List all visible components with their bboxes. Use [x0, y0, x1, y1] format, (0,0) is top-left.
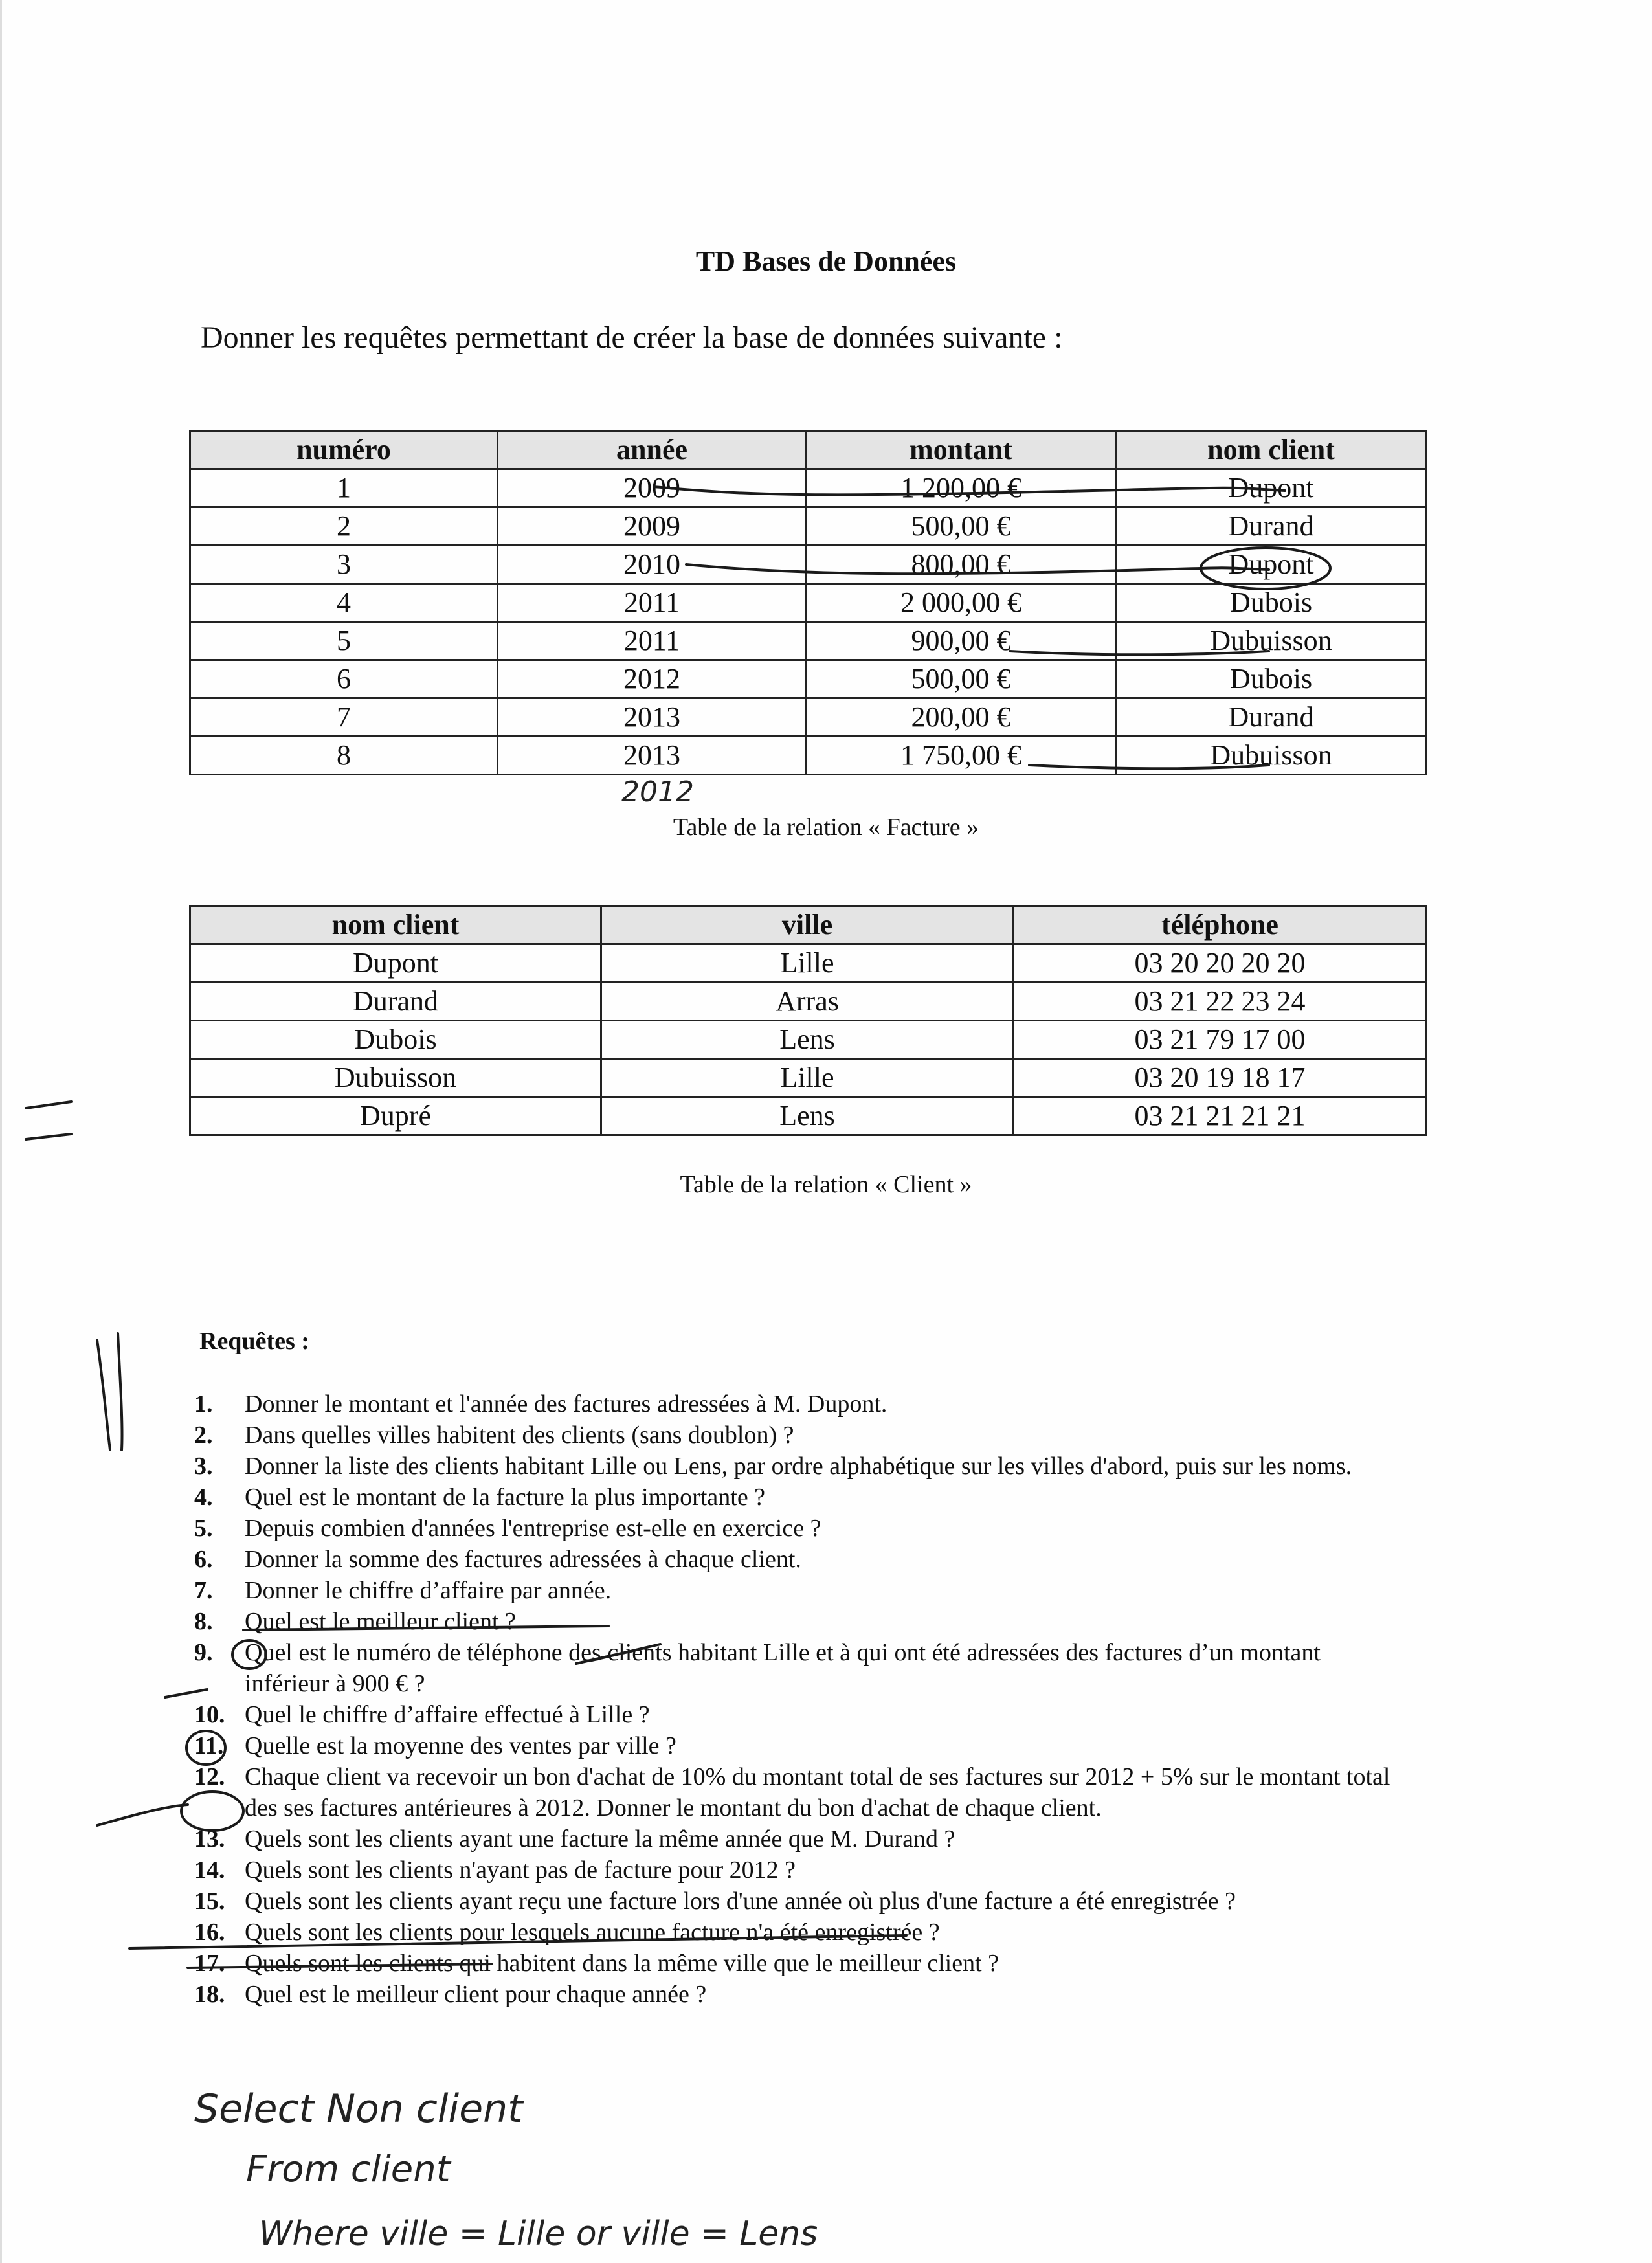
cell: Dubuisson — [1116, 737, 1427, 775]
question-number: 6. — [194, 1546, 213, 1573]
question-text: Depuis combien d'années l'entreprise est-elle en exercice ? — [245, 1515, 821, 1542]
cell: Dupont — [1116, 546, 1427, 584]
facture-header-row — [190, 431, 1427, 469]
question-text: Quels sont les clients qui habitent dans la même ville que le meilleur client ? — [245, 1950, 999, 1977]
list-item — [194, 1544, 1411, 1575]
list-item — [194, 1948, 1411, 1979]
table-row — [190, 944, 1427, 983]
cell: 7 — [190, 698, 498, 737]
cell: 500,00 € — [807, 660, 1116, 698]
table-row — [190, 584, 1427, 622]
list-item — [194, 1388, 1411, 1420]
client-header-ville: ville — [601, 906, 1014, 944]
list-item — [194, 1979, 1411, 2010]
list-item — [194, 1451, 1411, 1482]
table-row — [190, 660, 1427, 698]
cell: Arras — [601, 983, 1014, 1021]
table-row — [190, 546, 1427, 584]
cell: 1 — [190, 469, 498, 507]
question-number: 4. — [194, 1484, 213, 1511]
question-text: Quel est le montant de la facture la plus importante ? — [245, 1484, 766, 1511]
cell: Dubuisson — [190, 1059, 601, 1097]
question-number: 8. — [194, 1608, 213, 1635]
question-number: 15. — [194, 1888, 225, 1915]
cell: 4 — [190, 584, 498, 622]
handwritten-sql-from: From client — [246, 2148, 451, 2191]
question-text: Quels sont les clients ayant une facture la même année que M. Durand ? — [245, 1825, 955, 1853]
facture-header-nom-client: nom client — [1116, 431, 1427, 469]
client-header-telephone: téléphone — [1014, 906, 1427, 944]
question-text: Donner la somme des factures adressées à chaque client. — [245, 1546, 801, 1573]
question-text: Donner le montant et l'année des factures adressées à M. Dupont. — [245, 1390, 887, 1418]
table-row — [190, 1021, 1427, 1059]
list-item — [194, 1482, 1411, 1513]
list-item — [194, 1513, 1411, 1544]
list-item — [194, 1575, 1411, 1606]
cell: 2012 — [498, 660, 807, 698]
question-number: 1. — [194, 1390, 213, 1418]
requetes-heading: Requêtes : — [199, 1328, 309, 1355]
question-text: Quel le chiffre d’affaire effectué à Lille ? — [245, 1701, 650, 1728]
list-item — [194, 1637, 1411, 1699]
question-number: 2. — [194, 1421, 213, 1449]
question-text: Quel est le numéro de téléphone des clients habitant Lille et à qui ont été adressées des factures d’un montant inférieur à 900 € ? — [245, 1639, 1321, 1697]
question-number: 7. — [194, 1577, 213, 1604]
question-text: Quelle est la moyenne des ventes par ville ? — [245, 1732, 676, 1759]
handwritten-sql-where: Where ville = Lille or ville = Lens — [259, 2214, 818, 2253]
list-item — [194, 1420, 1411, 1451]
cell: 800,00 € — [807, 546, 1116, 584]
cell: Dupont — [1116, 469, 1427, 507]
cell: 2011 — [498, 584, 807, 622]
cell: 03 20 19 18 17 — [1014, 1059, 1427, 1097]
cell: 1 200,00 € — [807, 469, 1116, 507]
facture-caption: Table de la relation « Facture » — [673, 814, 979, 841]
list-item — [194, 1730, 1411, 1761]
question-number: 17. — [194, 1950, 225, 1977]
question-number: 12. — [194, 1763, 225, 1790]
client-header-row — [190, 906, 1427, 944]
facture-table — [189, 430, 1427, 775]
question-number: 16. — [194, 1919, 225, 1946]
facture-header-numero: numéro — [190, 431, 498, 469]
cell: Lille — [601, 1059, 1014, 1097]
client-caption: Table de la relation « Client » — [680, 1171, 972, 1198]
list-item — [194, 1606, 1411, 1637]
cell: 2 000,00 € — [807, 584, 1116, 622]
cell: 2009 — [498, 469, 807, 507]
table-row — [190, 737, 1427, 775]
table-row — [190, 698, 1427, 737]
cell: Dupont — [190, 944, 601, 983]
question-number: 14. — [194, 1856, 225, 1884]
table-row — [190, 1097, 1427, 1135]
cell: 3 — [190, 546, 498, 584]
question-number: 9. — [194, 1639, 213, 1666]
question-text: Quel est le meilleur client pour chaque année ? — [245, 1981, 707, 2008]
cell: 03 20 20 20 20 — [1014, 944, 1427, 983]
question-number: 10. — [194, 1701, 225, 1728]
cell: 03 21 22 23 24 — [1014, 983, 1427, 1021]
cell: 200,00 € — [807, 698, 1116, 737]
cell: 900,00 € — [807, 622, 1116, 660]
question-text: Quels sont les clients ayant reçu une facture lors d'une année où plus d'une facture a été enregistrée ? — [245, 1888, 1236, 1915]
facture-header-annee: année — [498, 431, 807, 469]
cell: 500,00 € — [807, 507, 1116, 546]
cell: 8 — [190, 737, 498, 775]
list-item — [194, 1761, 1411, 1823]
question-text: Dans quelles villes habitent des clients (sans doublon) ? — [245, 1421, 794, 1449]
cell: 03 21 79 17 00 — [1014, 1021, 1427, 1059]
table-row — [190, 983, 1427, 1021]
handwritten-2012: 2012 — [621, 775, 694, 808]
cell: 2013 — [498, 698, 807, 737]
cell: 2013 — [498, 737, 807, 775]
list-item — [194, 1886, 1411, 1917]
cell: 2010 — [498, 546, 807, 584]
question-number: 5. — [194, 1515, 213, 1542]
question-number: 18. — [194, 1981, 225, 2008]
page-title: TD Bases de Données — [695, 245, 957, 277]
cell: Dupré — [190, 1097, 601, 1135]
facture-header-montant: montant — [807, 431, 1116, 469]
cell: Dubois — [1116, 584, 1427, 622]
list-item — [194, 1917, 1411, 1948]
question-text: Quels sont les clients n'ayant pas de facture pour 2012 ? — [245, 1856, 796, 1884]
question-list — [194, 1388, 1411, 2010]
cell: 03 21 21 21 21 — [1014, 1097, 1427, 1135]
list-item — [194, 1855, 1411, 1886]
table-row — [190, 622, 1427, 660]
cell: Lille — [601, 944, 1014, 983]
client-header-nom-client: nom client — [190, 906, 601, 944]
handwritten-sql-select: Select Non client — [194, 2086, 523, 2132]
question-number: 11. — [194, 1732, 224, 1759]
cell: Lens — [601, 1021, 1014, 1059]
list-item — [194, 1699, 1411, 1730]
cell: Durand — [1116, 698, 1427, 737]
question-text: Donner le chiffre d’affaire par année. — [245, 1577, 612, 1604]
cell: 2009 — [498, 507, 807, 546]
cell: 5 — [190, 622, 498, 660]
cell: Lens — [601, 1097, 1014, 1135]
intro-text: Donner les requêtes permettant de créer la base de données suivante : — [201, 320, 1063, 355]
table-row — [190, 507, 1427, 546]
cell: 6 — [190, 660, 498, 698]
cell: 1 750,00 € — [807, 737, 1116, 775]
question-number: 13. — [194, 1825, 225, 1853]
cell: 2 — [190, 507, 498, 546]
table-row — [190, 469, 1427, 507]
list-item — [194, 1823, 1411, 1855]
cell: Durand — [190, 983, 601, 1021]
question-text: Quel est le meilleur client ? — [245, 1608, 516, 1635]
question-text: Quels sont les clients pour lesquels aucune facture n'a été enregistrée ? — [245, 1919, 940, 1946]
cell: Dubois — [190, 1021, 601, 1059]
cell: Durand — [1116, 507, 1427, 546]
question-text: Donner la liste des clients habitant Lille ou Lens, par ordre alphabétique sur les villes d'abord, puis sur les noms. — [245, 1453, 1352, 1480]
question-text: Chaque client va recevoir un bon d'achat de 10% du montant total de ses factures sur 2012 + 5% sur le montant total des ses factures antérieures à 2012. Donner le montant du bon d'achat de chaque client. — [245, 1763, 1390, 1822]
cell: 2011 — [498, 622, 807, 660]
cell: Dubois — [1116, 660, 1427, 698]
question-number: 3. — [194, 1453, 213, 1480]
cell: Dubuisson — [1116, 622, 1427, 660]
client-table — [189, 905, 1427, 1136]
table-row — [190, 1059, 1427, 1097]
